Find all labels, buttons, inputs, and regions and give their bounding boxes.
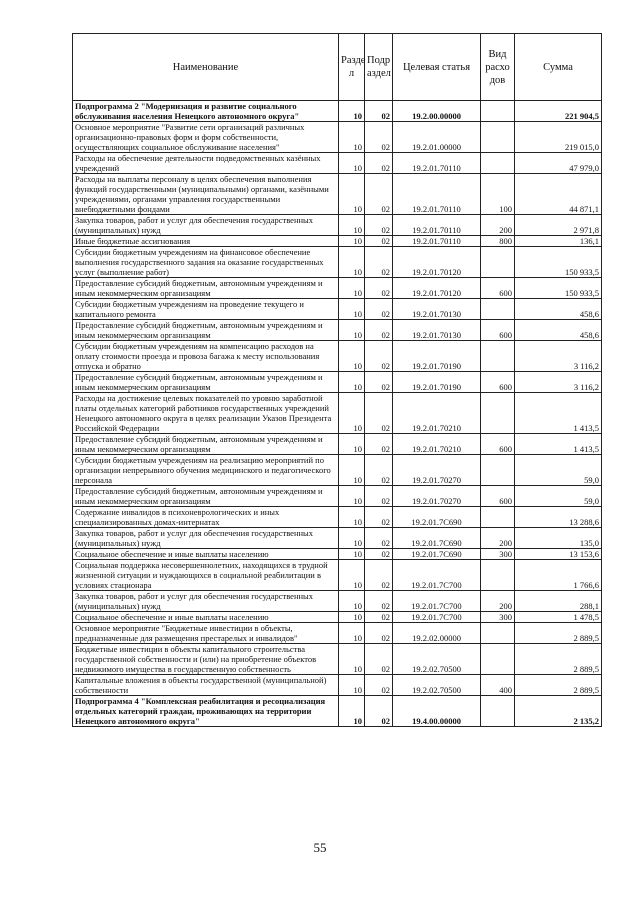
table-row (73, 320, 602, 341)
header-subsection: Подр аздел (365, 34, 393, 101)
row-section: 10 (339, 215, 365, 236)
row-type: 300 (481, 612, 515, 623)
row-sum: 221 904,5 (515, 101, 602, 122)
row-type: 600 (481, 486, 515, 507)
row-name: Субсидии бюджетным учреждениям на проведение текущего и капитального ремонта (73, 299, 339, 320)
row-target: 19.2.01.70110 (393, 236, 481, 247)
row-name: Предоставление субсидий бюджетным, автономным учреждениям и иным некоммерческим организациям (73, 486, 339, 507)
row-target: 19.2.01.7С700 (393, 560, 481, 591)
row-section: 10 (339, 101, 365, 122)
budget-table (72, 33, 602, 727)
row-target: 19.2.01.70210 (393, 434, 481, 455)
row-sum: 2 135,2 (515, 696, 602, 727)
row-section: 10 (339, 644, 365, 675)
row-section: 10 (339, 341, 365, 372)
row-section: 10 (339, 320, 365, 341)
row-subsection: 02 (365, 507, 393, 528)
row-section: 10 (339, 236, 365, 247)
row-section: 10 (339, 528, 365, 549)
table-row (73, 455, 602, 486)
row-section: 10 (339, 486, 365, 507)
table-row (73, 299, 602, 320)
row-name: Предоставление субсидий бюджетным, автономным учреждениям и иным некоммерческим организациям (73, 372, 339, 393)
row-subsection: 02 (365, 341, 393, 372)
row-sum: 2 971,8 (515, 215, 602, 236)
table-row (73, 623, 602, 644)
row-subsection: 02 (365, 675, 393, 696)
row-sum: 3 116,2 (515, 372, 602, 393)
row-type (481, 560, 515, 591)
row-subsection: 02 (365, 455, 393, 486)
row-section: 10 (339, 507, 365, 528)
row-subsection: 02 (365, 236, 393, 247)
row-sum: 2 889,5 (515, 644, 602, 675)
row-name: Расходы на выплаты персоналу в целях обеспечения выполнения функций государственными (муниципальными) органами, казёнными учреждениями, органами управления государственными внебюджетными фондами (73, 174, 339, 215)
row-section: 10 (339, 174, 365, 215)
table-row (73, 278, 602, 299)
row-name: Основное мероприятие "Бюджетные инвестиции в объекты, предназначенные для размещения престарелых и инвалидов" (73, 623, 339, 644)
table-row (73, 101, 602, 122)
row-sum: 150 933,5 (515, 278, 602, 299)
row-name: Подпрограмма 4 "Комплексная реабилитация и ресоциализация отдельных категорий граждан, проживающих на территории Ненецкого автономного округа" (73, 696, 339, 727)
row-sum: 219 015,0 (515, 122, 602, 153)
row-section: 10 (339, 560, 365, 591)
row-section: 10 (339, 623, 365, 644)
table-row (73, 236, 602, 247)
row-sum: 458,6 (515, 299, 602, 320)
row-subsection: 02 (365, 393, 393, 434)
row-name: Субсидии бюджетным учреждениям на финансовое обеспечение выполнения государственного задания на оказание государственных услуг (выполнение работ) (73, 247, 339, 278)
row-subsection: 02 (365, 320, 393, 341)
row-name: Социальное обеспечение и иные выплаты населению (73, 612, 339, 623)
row-target: 19.2.00.00000 (393, 101, 481, 122)
row-name: Социальное обеспечение и иные выплаты населению (73, 549, 339, 560)
row-subsection: 02 (365, 299, 393, 320)
row-type (481, 696, 515, 727)
row-target: 19.2.01.70190 (393, 341, 481, 372)
row-section: 10 (339, 372, 365, 393)
row-name: Подпрограмма 2 "Модернизация и развитие социального обслуживания населения Ненецкого автономного округа" (73, 101, 339, 122)
row-type (481, 153, 515, 174)
table-row (73, 393, 602, 434)
row-subsection: 02 (365, 278, 393, 299)
row-sum: 2 889,5 (515, 623, 602, 644)
row-target: 19.2.01.70190 (393, 372, 481, 393)
row-type (481, 341, 515, 372)
row-type (481, 644, 515, 675)
row-type (481, 455, 515, 486)
row-sum: 13 153,6 (515, 549, 602, 560)
row-subsection: 02 (365, 644, 393, 675)
row-subsection: 02 (365, 623, 393, 644)
row-sum: 458,6 (515, 320, 602, 341)
row-type: 600 (481, 278, 515, 299)
table-row (73, 507, 602, 528)
row-target: 19.2.01.00000 (393, 122, 481, 153)
row-section: 10 (339, 696, 365, 727)
row-section: 10 (339, 299, 365, 320)
row-type: 800 (481, 236, 515, 247)
row-subsection: 02 (365, 591, 393, 612)
row-sum: 135,0 (515, 528, 602, 549)
row-sum: 1 413,5 (515, 393, 602, 434)
row-name: Субсидии бюджетным учреждениям на реализацию мероприятий по организации непрерывного обучения медицинского и педагогического персонала (73, 455, 339, 486)
row-target: 19.2.02.70500 (393, 675, 481, 696)
row-sum: 47 979,0 (515, 153, 602, 174)
table-header-row (73, 34, 602, 101)
row-subsection: 02 (365, 696, 393, 727)
row-sum: 44 871,1 (515, 174, 602, 215)
row-type: 200 (481, 528, 515, 549)
table-row (73, 247, 602, 278)
table-row (73, 372, 602, 393)
row-sum: 136,1 (515, 236, 602, 247)
row-name: Социальная поддержка несовершеннолетних, находящихся в трудной жизненной ситуации и нуждающихся в социальной реабилитации в условиях стационара (73, 560, 339, 591)
row-sum: 2 889,5 (515, 675, 602, 696)
row-target: 19.2.01.70120 (393, 247, 481, 278)
row-sum: 150 933,5 (515, 247, 602, 278)
page-number: 55 (313, 840, 327, 855)
table-row (73, 341, 602, 372)
row-section: 10 (339, 122, 365, 153)
table-row (73, 696, 602, 727)
row-target: 19.2.01.70270 (393, 455, 481, 486)
table-row (73, 153, 602, 174)
row-subsection: 02 (365, 528, 393, 549)
row-sum: 1 478,5 (515, 612, 602, 623)
table-row (73, 591, 602, 612)
row-type (481, 393, 515, 434)
row-section: 10 (339, 278, 365, 299)
row-section: 10 (339, 591, 365, 612)
row-sum: 13 288,6 (515, 507, 602, 528)
header-section: Разде л (339, 34, 365, 101)
row-target: 19.2.01.70270 (393, 486, 481, 507)
row-name: Предоставление субсидий бюджетным, автономным учреждениям и иным некоммерческим организациям (73, 434, 339, 455)
row-target: 19.2.01.70130 (393, 320, 481, 341)
table-row (73, 644, 602, 675)
table-row (73, 434, 602, 455)
row-name: Иные бюджетные ассигнования (73, 236, 339, 247)
row-target: 19.2.01.70120 (393, 278, 481, 299)
row-target: 19.4.00.00000 (393, 696, 481, 727)
row-target: 19.2.02.00000 (393, 623, 481, 644)
row-name: Закупка товаров, работ и услуг для обеспечения государственных (муниципальных) нужд (73, 528, 339, 549)
row-section: 10 (339, 455, 365, 486)
row-subsection: 02 (365, 549, 393, 560)
row-target: 19.2.01.70110 (393, 153, 481, 174)
row-target: 19.2.01.70210 (393, 393, 481, 434)
row-name: Капитальные вложения в объекты государственной (муниципальной) собственности (73, 675, 339, 696)
row-section: 10 (339, 549, 365, 560)
row-subsection: 02 (365, 372, 393, 393)
row-type: 300 (481, 549, 515, 560)
row-target: 19.2.01.7С690 (393, 507, 481, 528)
row-type (481, 507, 515, 528)
row-name: Основное мероприятие "Развитие сети организаций различных организационно-правовых форм и форм собственности, осуществляющих социальное обслуживание населения" (73, 122, 339, 153)
header-target: Целевая статья (393, 34, 481, 101)
row-type (481, 299, 515, 320)
row-sum: 1 766,6 (515, 560, 602, 591)
row-section: 10 (339, 153, 365, 174)
row-target: 19.2.01.7С700 (393, 591, 481, 612)
table-row (73, 528, 602, 549)
row-sum: 1 413,5 (515, 434, 602, 455)
row-type: 200 (481, 591, 515, 612)
row-target: 19.2.01.70110 (393, 174, 481, 215)
row-section: 10 (339, 612, 365, 623)
row-target: 19.2.01.7С690 (393, 528, 481, 549)
row-name: Содержание инвалидов в психоневрологических и иных специализированных домах-интернатах (73, 507, 339, 528)
row-name: Расходы на достижение целевых показателей по уровню заработной платы отдельных категорий работников государственных учреждений Ненецкого автономного округа в целях реализации Указов Президента Российской Федерации (73, 393, 339, 434)
row-type: 400 (481, 675, 515, 696)
row-subsection: 02 (365, 215, 393, 236)
row-type: 200 (481, 215, 515, 236)
row-subsection: 02 (365, 101, 393, 122)
row-name: Закупка товаров, работ и услуг для обеспечения государственных (муниципальных) нужд (73, 215, 339, 236)
row-subsection: 02 (365, 153, 393, 174)
table-row (73, 549, 602, 560)
row-target: 19.2.01.70130 (393, 299, 481, 320)
row-section: 10 (339, 393, 365, 434)
row-type: 100 (481, 174, 515, 215)
row-target: 19.2.01.70110 (393, 215, 481, 236)
row-type: 600 (481, 434, 515, 455)
header-name: Наименование (73, 34, 339, 101)
row-type (481, 623, 515, 644)
table-row (73, 486, 602, 507)
table-row (73, 612, 602, 623)
table-row (73, 675, 602, 696)
row-subsection: 02 (365, 434, 393, 455)
row-type (481, 122, 515, 153)
row-sum: 59,0 (515, 455, 602, 486)
table-row (73, 560, 602, 591)
row-section: 10 (339, 434, 365, 455)
row-subsection: 02 (365, 247, 393, 278)
row-subsection: 02 (365, 122, 393, 153)
row-sum: 3 116,2 (515, 341, 602, 372)
row-subsection: 02 (365, 612, 393, 623)
table-body (73, 101, 602, 727)
row-subsection: 02 (365, 174, 393, 215)
row-section: 10 (339, 675, 365, 696)
row-type: 600 (481, 320, 515, 341)
row-name: Закупка товаров, работ и услуг для обеспечения государственных (муниципальных) нужд (73, 591, 339, 612)
header-sum: Сумма (515, 34, 602, 101)
row-name: Предоставление субсидий бюджетным, автономным учреждениям и иным некоммерческим организациям (73, 320, 339, 341)
table-row (73, 174, 602, 215)
row-target: 19.2.02.70500 (393, 644, 481, 675)
row-name: Бюджетные инвестиции в объекты капитального строительства государственной собственности и (или) на приобретение объектов недвижимого имущества в государственную собственность (73, 644, 339, 675)
row-sum: 288,1 (515, 591, 602, 612)
row-type: 600 (481, 372, 515, 393)
row-subsection: 02 (365, 560, 393, 591)
row-type (481, 101, 515, 122)
row-sum: 59,0 (515, 486, 602, 507)
header-expense-type: Вид расхо дов (481, 34, 515, 101)
row-target: 19.2.01.7С700 (393, 612, 481, 623)
row-name: Расходы на обеспечение деятельности подведомственных казённых учреждений (73, 153, 339, 174)
row-subsection: 02 (365, 486, 393, 507)
row-type (481, 247, 515, 278)
row-target: 19.2.01.7С690 (393, 549, 481, 560)
row-section: 10 (339, 247, 365, 278)
row-name: Субсидии бюджетным учреждениям на компенсацию расходов на оплату стоимости проезда и провоза багажа к месту использования отпуска и обратно (73, 341, 339, 372)
table-row (73, 215, 602, 236)
row-name: Предоставление субсидий бюджетным, автономным учреждениям и иным некоммерческим организациям (73, 278, 339, 299)
table-row (73, 122, 602, 153)
